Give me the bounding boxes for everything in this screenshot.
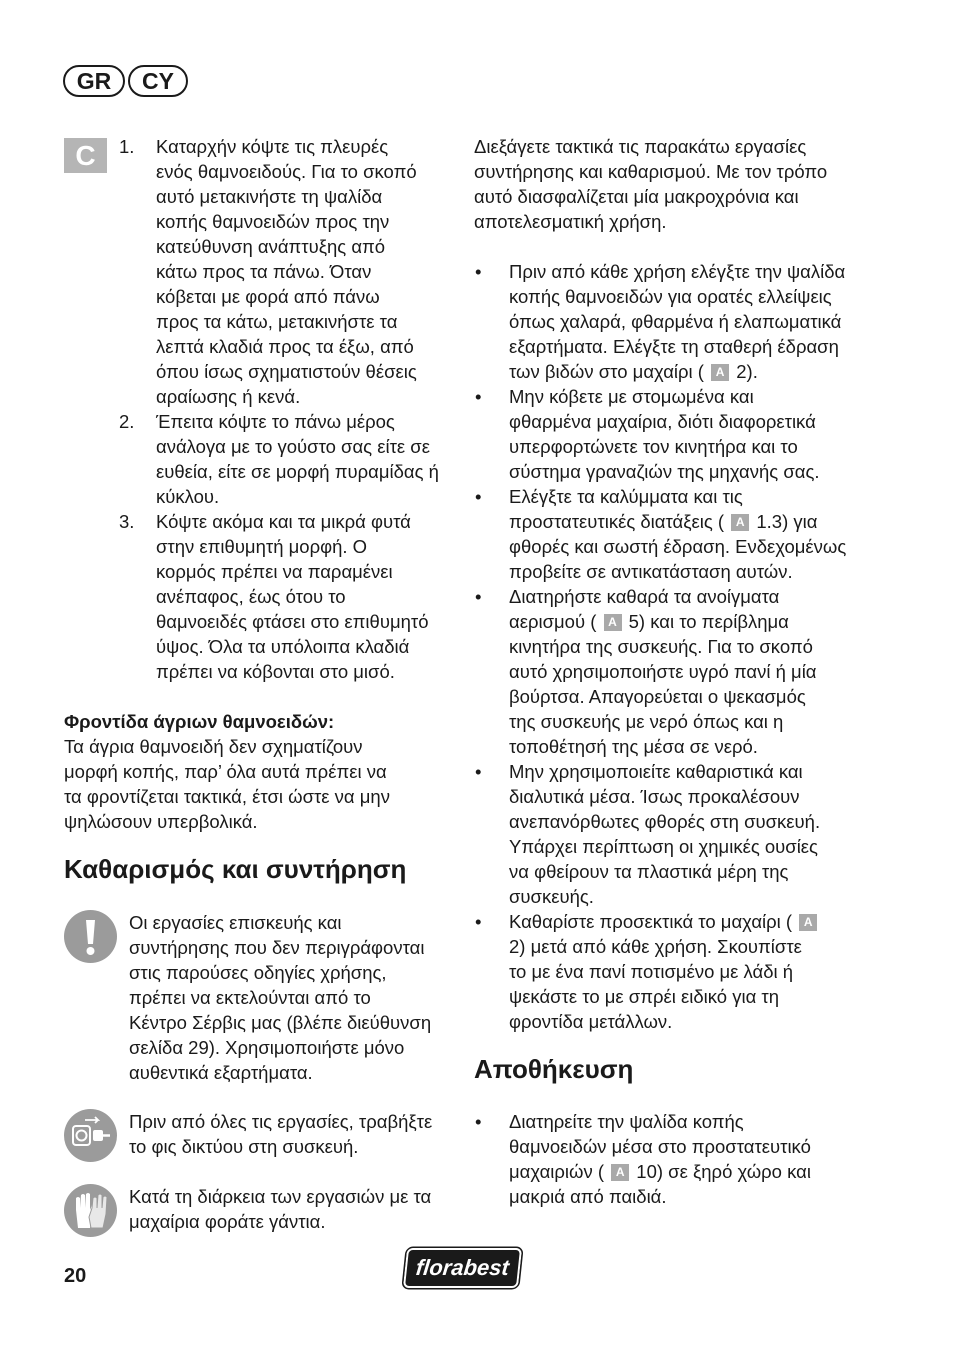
bullet-line: μακριά από παιδιά.	[509, 1186, 667, 1207]
figure-a-ref-icon: A	[731, 514, 749, 531]
bullet-ref-line	[509, 359, 874, 384]
bullet-line: κινητήρα της συσκευής. Για το σκοπό	[509, 636, 813, 657]
warning-line: Οι εργασίες επισκευής και	[129, 912, 342, 933]
step-text-line: ύψος. Όλα τα υπόλοιπα κλαδιά	[156, 636, 410, 657]
bullet-line: το με ένα πανί ποτισμένο με λάδι ή	[509, 961, 794, 982]
warning-line: συντήρησης που δεν περιγράφονται	[129, 937, 425, 958]
bullet-dot: •	[475, 911, 482, 932]
step-text-line: προς τα κάτω, μετακινήστε τα	[156, 311, 398, 332]
exclamation-warning-icon	[64, 910, 117, 963]
step-text-line: ανάλογα με το γούστο σας είτε σε	[156, 436, 430, 457]
bullet-item	[474, 909, 874, 1034]
bullet-ref-line	[509, 909, 874, 934]
wild-shrub-text	[64, 734, 464, 834]
unplug-mains-icon	[64, 1109, 117, 1162]
step-text-line: ενός θαμνοειδούς. Για το σκοπό	[156, 161, 417, 182]
bullet-line: αυτό χρησιμοποιήστε υγρό πανί ή μία	[509, 661, 817, 682]
warning-line: σελίδα 29). Χρησιμοποιήστε μόνο	[129, 1037, 405, 1058]
step-text-line: κορμός πρέπει να παραμένει	[156, 561, 393, 582]
bullet-line: ψεκάστε το με σπρέι ειδικό για τη	[509, 986, 780, 1007]
step-text-line: θαμνοειδές φτάσει στο επιθυμητό	[156, 611, 429, 632]
bullet-line: υπερφορτώνετε τον κινητήρα και το	[509, 436, 798, 457]
wild-shrub-line: τα φροντίζεται τακτικά, έτσι ώστε να μην	[64, 786, 390, 807]
warning-line: Κέντρο Σέρβις μας (βλέπε διεύθυνση	[129, 1012, 432, 1033]
wild-shrub-line: Τα άγρια θαμνοειδή δεν σχηματίζουν	[64, 736, 363, 757]
wild-shrub-line: ψηλώσουν υπερβολικά.	[64, 811, 258, 832]
bullet-line: 2) μετά από κάθε χρήση. Σκουπίστε	[509, 936, 802, 957]
step-item	[119, 134, 459, 409]
bullet-item	[474, 484, 874, 584]
ref-before-text: αερισμού (	[509, 611, 602, 632]
step-text-line: ευθεία, είτε σε μορφή πυραμίδας ή	[156, 461, 439, 482]
unplug-note	[64, 1109, 464, 1162]
bullet-line: βούρτσα. Απαγορεύεται ο ψεκασμός	[509, 686, 806, 707]
bullet-line: εξαρτήματα. Ελέγξτε τη σταθερή έδραση	[509, 336, 839, 357]
gloves-text	[129, 1184, 459, 1234]
bullet-ref-line	[509, 609, 874, 634]
ref-after-text: 2).	[736, 361, 758, 382]
figure-a-ref-icon: A	[611, 1164, 629, 1181]
bullet-ref-line	[509, 1159, 874, 1184]
step-text-line: κατεύθυνση ανάπτυξης από	[156, 236, 386, 257]
warning-line: στις παρούσες οδηγίες χρήσης,	[129, 962, 387, 983]
ref-before-text: των βιδών στο μαχαίρι (	[509, 361, 710, 382]
bullet-item	[474, 1109, 874, 1209]
bullet-line: σύστημα γραναζιών της μηχανής σας.	[509, 461, 820, 482]
language-badge-cy: CY	[128, 65, 188, 97]
bullet-line: όπως χαλαρά, φθαρμένα ή ελαπωματικά	[509, 311, 842, 332]
bullet-line: θαμνοειδών μέσα στο προστατευτικό	[509, 1136, 811, 1157]
maintenance-intro-text	[474, 134, 874, 234]
step-text-line: κόβεται με φορά από πάνω	[156, 286, 380, 307]
step-text-line: κοπής θαμνοειδών προς την	[156, 211, 390, 232]
intro-line: Διεξάγετε τακτικά τις παρακάτω εργασίες	[474, 136, 807, 157]
bullet-line: κοπής θαμνοειδών για ορατές ελλείψεις	[509, 286, 832, 307]
page-number: 20	[64, 1265, 87, 1287]
ref-before-text: προστατευτικές διατάξεις (	[509, 511, 730, 532]
bullet-line: τοποθέτησή της μέσα σε νερό.	[509, 736, 758, 757]
bullet-line: φροντίδα μετάλλων.	[509, 1011, 673, 1032]
step-text-line: κύκλου.	[156, 486, 220, 507]
intro-line: συντήρησης και καθαρισμού. Με τον τρόπο	[474, 161, 828, 182]
cleaning-title: Καθαρισμός και συντήρηση	[64, 854, 407, 884]
step-text-line: Κόψτε ακόμα και τα μικρά φυτά	[156, 511, 411, 532]
bullet-dot: •	[475, 386, 482, 407]
intro-line: αυτό διασφαλίζεται μία μακροχρόνια και	[474, 186, 799, 207]
step-text-line: κάτω προς τα πάνω. Όταν	[156, 261, 372, 282]
gloves-line: Κατά τη διάρκεια των εργασιών με τα	[129, 1186, 432, 1207]
unplug-line: το φις δικτύου στη συσκευή.	[129, 1136, 359, 1157]
step-text-line: λεπτά κλαδιά προς τα έξω, από	[156, 336, 414, 357]
ref-after-text: 5) και το περίβλημα	[628, 611, 789, 632]
bullet-ref-line	[509, 509, 874, 534]
wear-gloves-icon	[64, 1184, 117, 1237]
cleaning-section	[64, 853, 464, 885]
bullet-line: Μην χρησιμοποιείτε καθαριστικά και	[509, 761, 803, 782]
ref-after-text: 10) σε ξηρό χώρο και	[636, 1161, 811, 1182]
bullet-item	[474, 584, 874, 759]
wild-shrub-line: μορφή κοπής, παρ’ όλα αυτά πρέπει να	[64, 761, 387, 782]
unplug-line: Πριν από όλες τις εργασίες, τραβήξτε	[129, 1111, 433, 1132]
warning-note	[64, 910, 464, 1083]
gloves-note	[64, 1184, 464, 1237]
step-item	[119, 409, 459, 509]
step-number: 3.	[119, 511, 135, 532]
bullet-dot: •	[475, 761, 482, 782]
bullet-dot: •	[475, 586, 482, 607]
bullet-line: Διατηρείτε την ψαλίδα κοπής	[509, 1111, 744, 1132]
step-text-line: όπου ίσως σχηματιστούν θέσεις	[156, 361, 417, 382]
wild-shrub-heading: Φροντίδα άγριων θαμνοειδών:	[64, 711, 335, 732]
bullet-dot: •	[475, 1111, 482, 1132]
bullet-line: Διατηρήστε καθαρά τα ανοίγματα	[509, 586, 780, 607]
bullet-line: Μην κόβετε με στομωμένα και	[509, 386, 754, 407]
step-number: 2.	[119, 411, 135, 432]
bullet-line: συσκευής.	[509, 886, 594, 907]
step-text-line: αραίωσης ή κενά.	[156, 386, 301, 407]
bullet-item	[474, 384, 874, 484]
figure-a-ref-icon: A	[604, 614, 622, 631]
bullet-item	[474, 759, 874, 909]
wild-shrub-section	[64, 709, 464, 834]
ref-before-text: μαχαιριών (	[509, 1161, 610, 1182]
maintenance-bullets	[474, 259, 874, 1034]
step-text-line: Έπειτα κόψτε το πάνω μέρος	[156, 411, 395, 432]
storage-bullets-container	[474, 1109, 874, 1209]
figure-marker: C	[64, 138, 107, 173]
storage-bullets	[474, 1109, 874, 1209]
bullet-line: προβείτε σε αντικατάσταση αυτών.	[509, 561, 793, 582]
bullet-line: να φθείρουν τα πλαστικά μέρη της	[509, 861, 789, 882]
bullet-line: ανεπανόρθωτες φθορές στη συσκευή.	[509, 811, 821, 832]
maintenance-bullets-container	[474, 259, 874, 1034]
ref-after-text: 1.3) για	[756, 511, 818, 532]
bullet-line: φθαρμένα μαχαίρια, διότι διαφορετικά	[509, 411, 816, 432]
bullet-line: Πριν από κάθε χρήση ελέγξτε την ψαλίδα	[509, 261, 846, 282]
step-item	[119, 509, 459, 684]
step-text-line: πρέπει να κόβονται στο μισό.	[156, 661, 395, 682]
unplug-text	[129, 1109, 459, 1159]
bullet-line: της συσκευής με νερό όπως και η	[509, 711, 784, 732]
bullet-dot: •	[475, 486, 482, 507]
bullet-line: Υπάρχει περίπτωση οι χημικές ουσίες	[509, 836, 818, 857]
step-number: 1.	[119, 136, 135, 157]
step-text-line: στην επιθυμητή μορφή. Ο	[156, 536, 368, 557]
steps-list-container	[119, 134, 459, 684]
steps-list	[119, 134, 459, 684]
warning-line: αυθεντικά εξαρτήματα.	[129, 1062, 313, 1083]
storage-title: Αποθήκευση	[474, 1054, 634, 1084]
maintenance-intro	[474, 134, 874, 234]
bullet-line: φθορές και σωστή έδραση. Ενδεχομένως	[509, 536, 847, 557]
bullet-line: διαλυτικά μέσα. Ίσως προκαλέσουν	[509, 786, 800, 807]
brand-logo: florabest	[403, 1248, 522, 1288]
intro-line: αποτελεσματική χρήση.	[474, 211, 667, 232]
language-badge-gr: GR	[63, 65, 125, 97]
figure-a-ref-icon: A	[799, 914, 817, 931]
ref-before-text: Καθαρίστε προσεκτικά το μαχαίρι (	[509, 911, 798, 932]
warning-text	[129, 910, 459, 1085]
step-text-line: ανέπαφος, έως ότου το	[156, 586, 346, 607]
step-text-line: αυτό μετακινήστε τη ψαλίδα	[156, 186, 383, 207]
bullet-item	[474, 259, 874, 384]
step-text-line: Καταρχήν κόψτε τις πλευρές	[156, 136, 389, 157]
storage-section	[474, 1053, 874, 1085]
bullet-dot: •	[475, 261, 482, 282]
figure-a-ref-icon: A	[711, 364, 729, 381]
gloves-line: μαχαίρια φοράτε γάντια.	[129, 1211, 326, 1232]
warning-line: πρέπει να εκτελούνται από το	[129, 987, 371, 1008]
bullet-line: Ελέγξτε τα καλύμματα και τις	[509, 486, 743, 507]
